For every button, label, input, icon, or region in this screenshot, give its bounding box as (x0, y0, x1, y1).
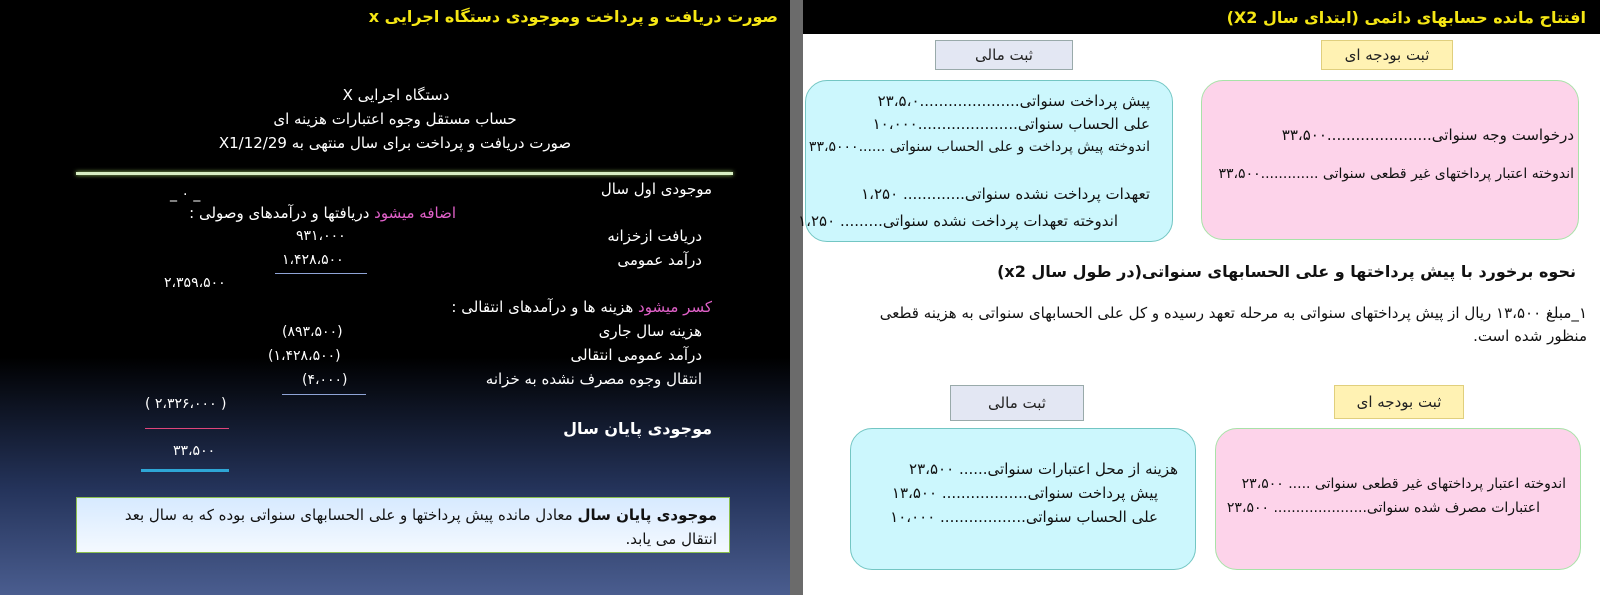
budget-entry-1-line-1: درخواست وجه سنواتی......................۳۳،۵۰۰ (1281, 126, 1574, 144)
general-revenue-value: ۱،۴۲۸،۵۰۰ (282, 252, 344, 268)
entity-name: دستگاه اجرایی X (342, 86, 450, 104)
add-total-value: ۲،۳۵۹،۵۰۰ (164, 275, 226, 291)
add-heading (189, 204, 456, 222)
left-title: صورت دریافت و پرداخت وموجودی دستگاه اجرایی x (368, 7, 778, 26)
closing-double-underline (141, 469, 229, 472)
fund-title: حساب مستقل وجوه اعتبارات هزینه ای (273, 110, 517, 128)
financial-entry-2-line-3: علی الحساب سنواتی.................. ۱۰،۰۰۰ (890, 508, 1158, 526)
right-title: افتتاح مانده حسابهای دائمی (ابتدای سال X2) (1226, 8, 1586, 27)
financial-entry-1-line-2: علی الحساب سنواتی.....................۱۰،۰۰۰ (872, 115, 1150, 133)
financial-entry-2-line-2: پیش پرداخت سنواتی.................. ۱۳،۵۰۰ (891, 484, 1158, 502)
add-keyword: اضافه میشود (374, 204, 456, 222)
header-divider (76, 172, 733, 175)
budget-entry-2-line-2: اعتبارات مصرف شده سنواتی..................... ۲۳،۵۰۰ (1226, 500, 1540, 516)
opening-balance-value: _ ۰ _ (170, 186, 201, 202)
unused-transfer-value: (۴،۰۰۰) (302, 372, 348, 388)
closing-note-box (76, 497, 730, 553)
less-rest: هزینه ها و درآمدهای انتقالی : (451, 298, 639, 316)
less-keyword: کسر میشود (638, 298, 712, 316)
current-expense-value: (۸۹۳،۵۰۰) (282, 324, 343, 340)
budget-entry-box-1 (1201, 80, 1579, 240)
add-rest: دریافتها و درآمدهای وصولی : (189, 204, 375, 222)
less-total-value: ( ۲،۳۲۶،۰۰۰ ) (145, 396, 227, 412)
deductions-underline (282, 394, 366, 395)
general-revenue-label: درآمد عمومی (617, 251, 702, 269)
less-total-underline (145, 428, 229, 429)
receipts-underline (275, 273, 367, 274)
transferred-revenue-label: درآمد عمومی انتقالی (570, 346, 702, 364)
financial-entry-label-1: ثبت مالی (935, 40, 1073, 70)
section2-paragraph: ۱_مبلغ ۱۳،۵۰۰ ریال از پیش پرداختهای سنواتی به مرحله تعهد رسیده و کل علی الحسابهای سنواتی به هزینه قطعی منظور شده است. (879, 304, 1587, 345)
financial-entry-2-line-1: هزینه از محل اعتبارات سنواتی...... ۲۳،۵۰۰ (909, 460, 1178, 478)
financial-entry-1-line-3: اندوخته پیش پرداخت و علی الحساب سنواتی ......۳۳،۵۰۰۰ (808, 139, 1150, 155)
financial-entry-1-line-4: تعهدات پرداخت نشده سنواتی............. ۱،۲۵۰ (861, 185, 1150, 203)
current-expense-label: هزینه سال جاری (598, 322, 702, 340)
closing-note-text: معادل مانده پیش پرداختها و علی الحسابهای سنواتی بوده که به سال بعد انتقال می یابد. (124, 506, 717, 548)
transferred-revenue-value: (۱،۴۲۸،۵۰۰) (268, 348, 341, 364)
receipt-treasury-value: ۹۳۱،۰۰۰ (296, 228, 346, 244)
budget-entry-1-line-2: اندوخته اعتبار پرداختهای غیر قطعی سنواتی .............۳۳،۵۰۰ (1218, 166, 1574, 182)
financial-entry-1-line-1: پیش پرداخت سنواتی.....................۲۳،۵،۰ (877, 92, 1150, 110)
less-heading (451, 298, 712, 316)
section2-title: نحوه برخورد با پیش پرداختها و علی الحسابهای سنواتی(در طول سال x2) (997, 262, 1576, 281)
closing-balance-label: موجودی پایان سال (563, 419, 712, 438)
budget-entry-2-line-1: اندوخته اعتبار پرداختهای غیر قطعی سنواتی ..... ۲۳،۵۰۰ (1241, 476, 1566, 492)
statement-title: صورت دریافت و پرداخت برای سال منتهی به X1/12/29 (218, 134, 572, 152)
financial-entry-label-2: ثبت مالی (950, 385, 1084, 421)
opening-balance-label: موجودی اول سال (600, 180, 712, 198)
closing-balance-value: ۳۳،۵۰۰ (173, 443, 216, 459)
budget-entry-label-1: ثبت بودجه ای (1321, 40, 1453, 70)
receipt-treasury-label: دریافت ازخزانه (607, 227, 702, 245)
budget-entry-label-2: ثبت بودجه ای (1334, 385, 1464, 419)
closing-note-bold: موجودی پایان سال (577, 506, 717, 524)
financial-entry-1-line-5: اندوخته تعهدات پرداخت نشده سنواتی......... ۱،۲۵۰ (798, 212, 1118, 230)
unused-transfer-label: انتقال وجوه مصرف نشده به خزانه (485, 370, 702, 388)
left-slide (0, 0, 790, 595)
budget-entry-box-2 (1215, 428, 1581, 570)
right-slide (798, 0, 1600, 595)
